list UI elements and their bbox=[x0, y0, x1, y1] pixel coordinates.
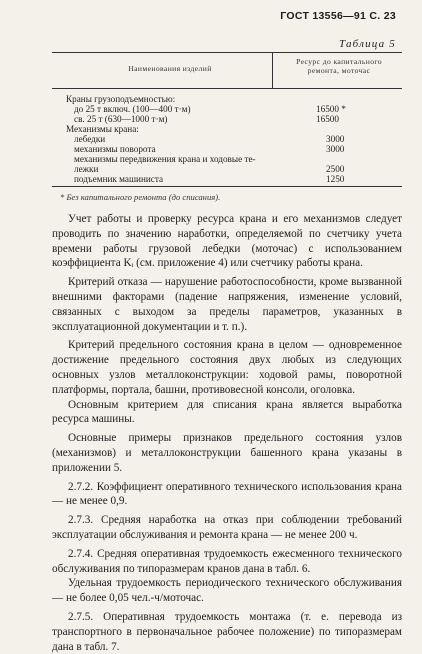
paragraph: 2.7.3. Средняя наработка на отказ при соблюдении требований эксплуатации обслуживания и ремонта крана — не менее 200 ч. bbox=[52, 514, 402, 541]
table-col1-header: Наименования изделий bbox=[128, 64, 212, 73]
paragraph: Учет работы и проверку ресурса крана и его механизмов следует проводить по значению наработки, определяемой по счетчику учета времени работы грузовой лебедки (моточас) с использованием коэффициента Kᵢ (см. приложение 4) или счетчику работы крана. bbox=[52, 213, 402, 270]
paragraph: 2.7.5. Оперативная трудоемкость монтажа (т. е. перевода из транспортного в первоначальное рабочее положение) по типоразмерам дана в табл. 7. bbox=[52, 610, 402, 653]
table-col2-header-line2: ремонта, моточас bbox=[307, 66, 371, 75]
table-row-value: 2500 bbox=[326, 164, 345, 174]
table-row-value: 3000 bbox=[326, 144, 345, 154]
table-row-label: механизмы передвижения крана и ходовые те- bbox=[74, 154, 256, 164]
table-row-value: 16500 bbox=[316, 114, 339, 124]
table-bottom-rule bbox=[52, 186, 402, 187]
paragraph: Основным критерием для списания крана является выработка ресурса машины. bbox=[52, 398, 402, 426]
paragraph: Основные примеры признаков предельного состояния узлов (механизмов) и металлоконструкции башенного крана указаны в приложении 5. bbox=[52, 432, 402, 474]
table-row-value: 16500 * bbox=[316, 104, 346, 114]
table-row-label: до 25 т включ. (100—400 т·м) bbox=[74, 104, 191, 114]
table-row-label: лежки bbox=[74, 164, 99, 174]
table-column-divider bbox=[272, 52, 273, 88]
table-row-value: 1250 bbox=[326, 174, 345, 184]
table-top-rule bbox=[52, 52, 402, 53]
paragraph: Критерий отказа — нарушение работоспособности, кроме вызванной внешними факторами (падение напряжения, изменение условий, связанных с выходом за пределы параметров, указанных в эксплуатационной документации и т. п.). bbox=[52, 276, 402, 333]
table-row-label: Краны грузоподъемностью: bbox=[66, 94, 176, 104]
table-row-label: Механизмы крана: bbox=[66, 124, 139, 134]
table-header-rule bbox=[52, 88, 402, 89]
paragraph: 2.7.2. Коэффициент оперативного технического использования крана — не менее 0,9. bbox=[52, 480, 402, 508]
table-row-label: подъемник машиниста bbox=[74, 174, 164, 184]
paragraph: Удельная трудоемкость периодического технического обслуживания — не более 0,05 чел.-ч/моточас. bbox=[52, 577, 402, 605]
table-row-value: 3000 bbox=[326, 134, 345, 144]
paragraph: 2.7.4. Средняя оперативная трудоемкость ежесменного технического обслуживания по типоразмерам кранов дана в табл. 6. bbox=[52, 547, 402, 575]
body-text bbox=[52, 212, 402, 654]
table-title: Таблица 5 bbox=[339, 38, 396, 50]
table-row-label: лебедки bbox=[74, 134, 106, 144]
table-row-label: св. 25 т (630—1000 т·м) bbox=[74, 114, 168, 124]
table-row-label: механизмы поворота bbox=[74, 144, 156, 154]
table-col2-header-line1: Ресурс до капитального bbox=[296, 57, 382, 66]
table-footnote: * Без капитального ремонта (до списания). bbox=[60, 192, 221, 202]
page-header: ГОСТ 13556—91 С. 23 bbox=[280, 10, 396, 22]
paragraph: Критерий предельного состояния крана в целом — одновременное достижение предельного состояния двух любых из следующих основных узлов металлоконструкции: ходовой рамы, поворотной платформы, портала, башни, противовесной консоли, оголовка. bbox=[52, 339, 402, 396]
